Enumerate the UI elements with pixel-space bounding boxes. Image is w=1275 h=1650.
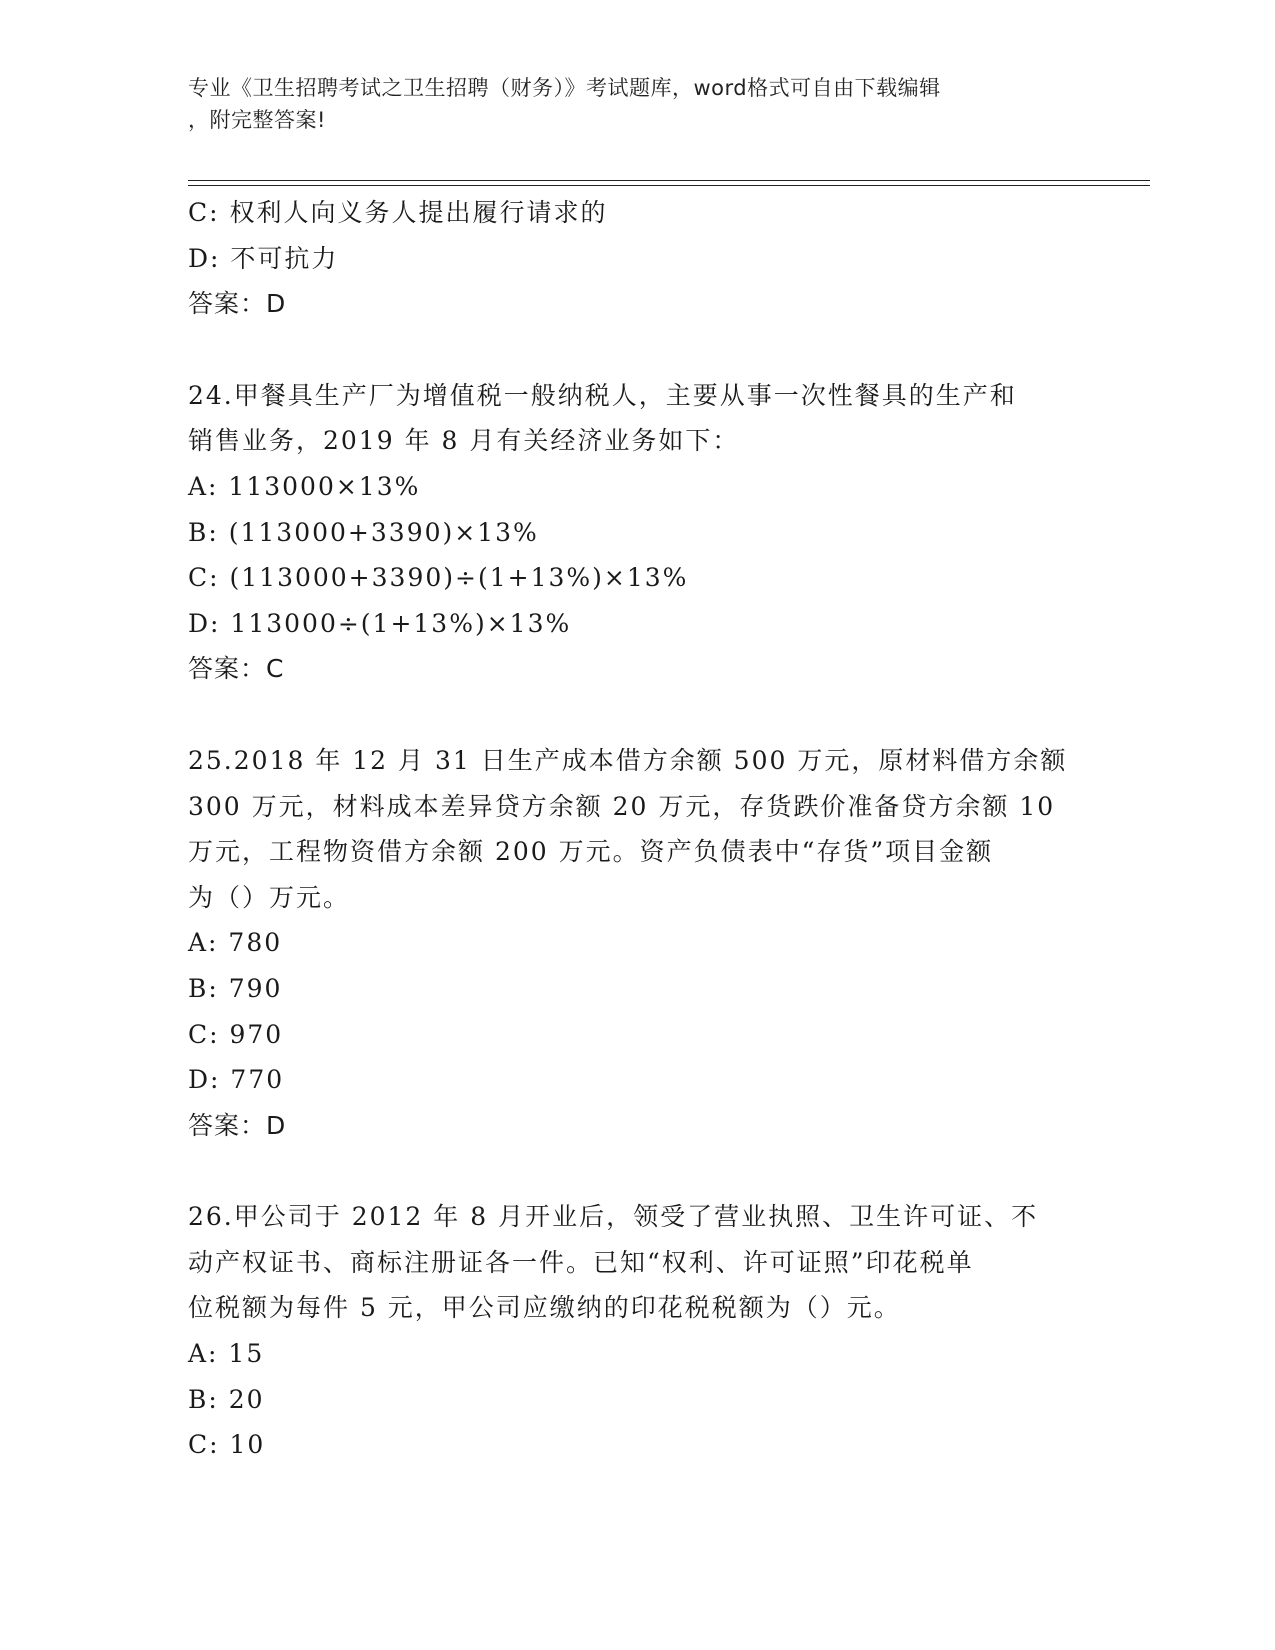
document-header <box>188 72 1078 136</box>
question-24 <box>188 373 1088 692</box>
option-c: C: 10 <box>188 1430 266 1460</box>
question-25 <box>188 738 1088 1148</box>
question-stem-line: 为（）万元。 <box>188 882 351 912</box>
question-stem-line: 动产权证书、商标注册证各一件。已知“权利、许可证照”印花税单 <box>188 1247 974 1277</box>
question-content <box>188 190 1088 1468</box>
previous-question-tail <box>188 190 1088 327</box>
header-divider-top <box>188 180 1150 181</box>
option-c: C: 970 <box>188 1019 284 1049</box>
option-a: A: 15 <box>188 1339 265 1369</box>
option-d: D: 770 <box>188 1065 285 1095</box>
option-a: A: 113000×13% <box>188 471 421 501</box>
answer-line: 答案：C <box>188 654 285 684</box>
question-26 <box>188 1194 1088 1468</box>
question-stem-line: 位税额为每件 5 元，甲公司应缴纳的印花税税额为（）元。 <box>188 1293 901 1323</box>
question-spacer <box>188 1148 1088 1194</box>
header-line-2: ，附完整答案! <box>188 108 326 132</box>
option-a: A: 780 <box>188 928 283 958</box>
option-d: D: 113000÷(1+13%)×13% <box>188 608 572 638</box>
question-stem-line: 销售业务，2019 年 8 月有关经济业务如下： <box>188 426 740 456</box>
option-c: C: (113000+3390)÷(1+13%)×13% <box>188 563 689 593</box>
option-b: B: (113000+3390)×13% <box>188 517 539 547</box>
question-stem-line: 26.甲公司于 2012 年 8 月开业后，领受了营业执照、卫生许可证、不 <box>188 1202 1039 1232</box>
question-stem-line: 万元，工程物资借方余额 200 万元。资产负债表中“存货”项目金额 <box>188 837 994 867</box>
option-d: D: 不可抗力 <box>188 243 339 273</box>
answer-line: 答案：D <box>188 289 287 319</box>
header-line-1: 专业《卫生招聘考试之卫生招聘（财务）》考试题库，word格式可自由下载编辑 <box>188 76 941 100</box>
answer-line: 答案：D <box>188 1110 287 1140</box>
option-c: C: 权利人向义务人提出履行请求的 <box>188 198 608 227</box>
question-stem-line: 24.甲餐具生产厂为增值税一般纳税人，主要从事一次性餐具的生产和 <box>188 380 1017 410</box>
option-b: B: 20 <box>188 1384 265 1414</box>
question-spacer <box>188 327 1088 373</box>
question-stem-line: 25.2018 年 12 月 31 日生产成本借方余额 500 万元，原材料借方余额 <box>188 745 1068 775</box>
question-spacer <box>188 692 1088 738</box>
option-b: B: 790 <box>188 973 283 1003</box>
question-stem-line: 300 万元，材料成本差异贷方余额 20 万元，存货跌价准备贷方余额 10 <box>188 791 1056 821</box>
header-divider-bottom <box>188 185 1150 186</box>
